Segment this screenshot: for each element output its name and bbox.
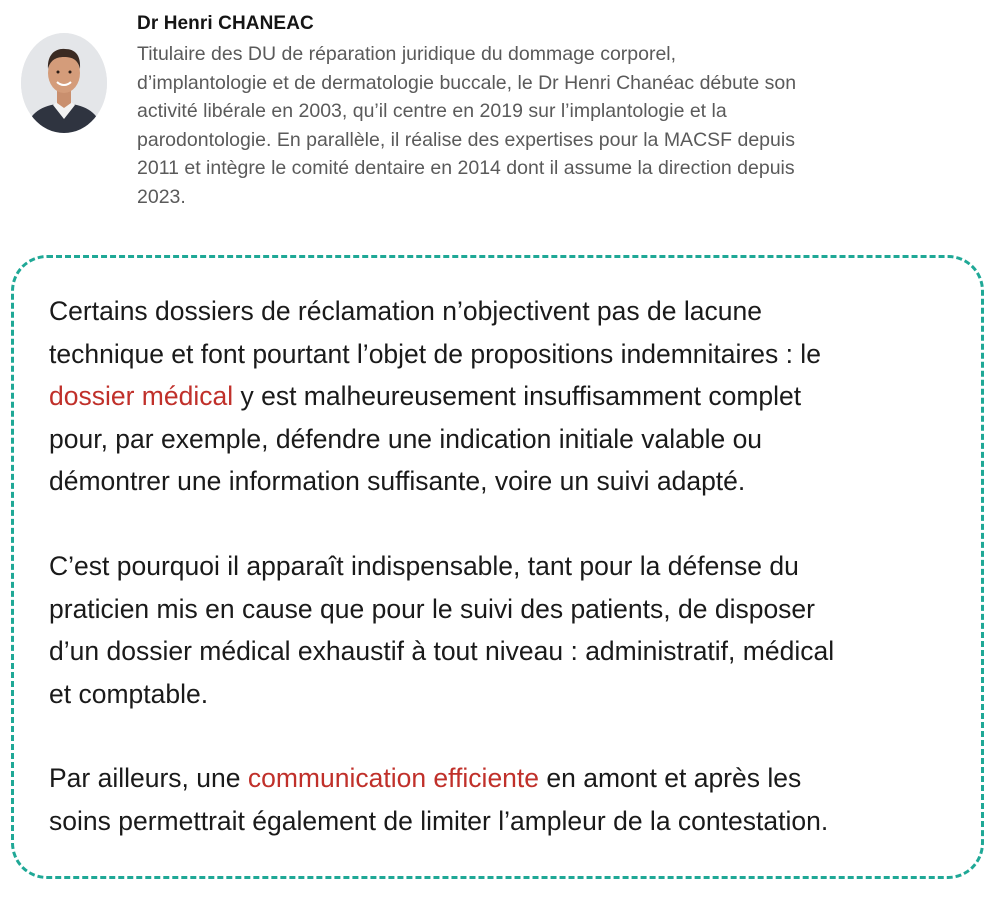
paragraph-line: praticien mis en cause que pour le suivi des patients, de disposer bbox=[49, 593, 815, 624]
paragraph-line bbox=[49, 375, 821, 418]
highlight-communication-efficiente: communication efficiente bbox=[247, 763, 540, 793]
bio-line: activité libérale en 2003, qu’il centre en 2019 sur l’implantologie et la bbox=[137, 100, 727, 122]
highlight-dossier-medical: dossier médical bbox=[49, 381, 234, 411]
bio-line: parodontologie. En parallèle, il réalise des expertises pour la MACSF depuis bbox=[137, 128, 795, 151]
paragraph-line: C’est pourquoi il apparaît indispensable, tant pour la défense du bbox=[49, 551, 799, 581]
paragraph-text: y est malheureusement insuffisamment complet bbox=[233, 381, 802, 411]
author-avatar bbox=[21, 33, 107, 133]
paragraph-text: en amont et après les bbox=[539, 763, 802, 793]
paragraph-line: soins permettrait également de limiter l’ampleur de la contestation. bbox=[49, 805, 829, 836]
bio-line: d’implantologie et de dermatologie buccale, le Dr Henri Chanéac débute son bbox=[137, 71, 797, 94]
author-block bbox=[0, 0, 1000, 240]
paragraph-line: pour, par exemple, défendre une indication initiale valable ou bbox=[49, 423, 763, 454]
paragraph-line: Certains dossiers de réclamation n’objectivent pas de lacune bbox=[49, 296, 762, 326]
bio-line: 2023. bbox=[137, 185, 186, 208]
paragraph-line: et comptable. bbox=[49, 678, 209, 709]
callout-paragraph-3 bbox=[49, 757, 828, 842]
author-name: Dr Henri CHANEAC bbox=[137, 13, 314, 34]
bio-line: Titulaire des DU de réparation juridique du dommage corporel, bbox=[137, 43, 677, 65]
callout-paragraph-1 bbox=[49, 290, 821, 503]
callout-paragraph-2 bbox=[49, 545, 834, 715]
paragraph-line: technique et font pourtant l’objet de propositions indemnitaires : le bbox=[49, 338, 821, 369]
paragraph-text: Par ailleurs, une bbox=[49, 763, 248, 793]
paragraph-line: démontrer une information suffisante, voire un suivi adapté. bbox=[49, 466, 746, 496]
bio-line: 2011 et intègre le comité dentaire en 2014 dont il assume la direction depuis bbox=[137, 157, 795, 179]
portrait-photo-icon bbox=[21, 33, 107, 133]
author-bio bbox=[137, 40, 967, 211]
paragraph-line bbox=[49, 757, 828, 800]
paragraph-line: d’un dossier médical exhaustif à tout niveau : administratif, médical bbox=[49, 636, 835, 666]
